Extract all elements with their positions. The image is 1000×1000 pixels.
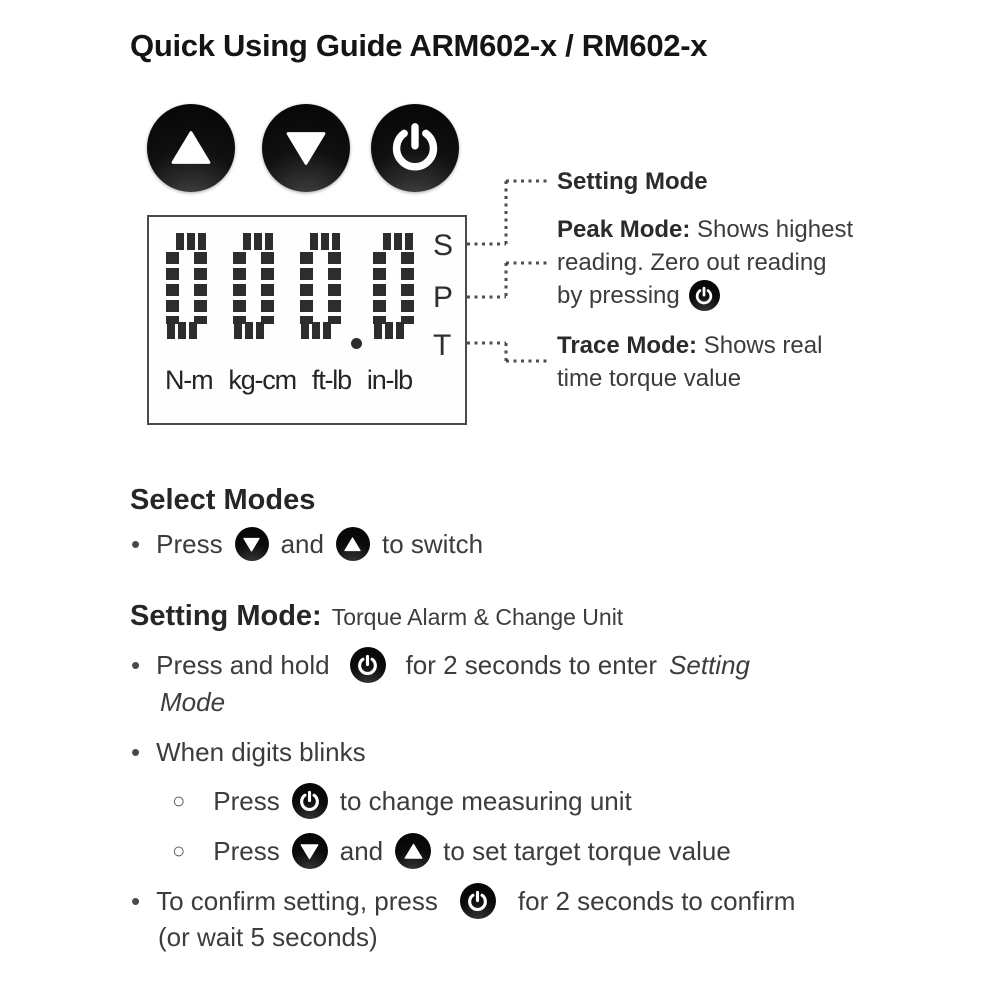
power-icon [689, 280, 720, 311]
power-icon [350, 647, 386, 683]
up-arrow-icon [336, 527, 370, 561]
lcd-digit-zero [163, 233, 210, 339]
up-arrow-icon [166, 123, 216, 173]
power-icon [292, 783, 328, 819]
lcd-digits [163, 233, 417, 339]
up-arrow-icon [395, 833, 431, 869]
hold-bullet-line2: Mode [160, 687, 226, 717]
trace-mode-note [557, 329, 822, 395]
lcd-digit-zero [230, 233, 277, 339]
mode-letter-t: T [433, 329, 452, 362]
page-title: Quick Using Guide ARM602-x / RM602-x [130, 28, 708, 63]
peak-mode-line3: by pressing [557, 279, 853, 312]
subbullet-marker: ○ [172, 838, 186, 863]
confirm-bullet-line2: (or wait 5 seconds) [158, 922, 378, 952]
bullet-marker: • [131, 649, 141, 680]
power-icon [388, 121, 442, 175]
peak-mode-line1: Peak Mode: Shows highest [557, 216, 854, 243]
hold-power-bullet: • Press and hold for 2 seconds to enter Setting [131, 647, 750, 683]
down-arrow-icon [292, 833, 328, 869]
bullet-marker: • [131, 528, 141, 559]
trace-mode-line1: Trace Mode: Shows real [557, 332, 823, 359]
lcd-decimal-point [351, 338, 362, 349]
setting-mode-heading: Setting Mode: Torque Alarm & Change Unit [130, 600, 624, 632]
digits-blink-bullet: • When digits blinks [131, 737, 366, 767]
change-unit-subbullet: ○ Press to change measuring unit [172, 783, 632, 819]
peak-mode-line2: reading. Zero out reading [557, 249, 827, 276]
mode-letter-p: P [433, 281, 454, 314]
lcd-digit-zero [370, 233, 417, 339]
trace-mode-line2: time torque value [557, 365, 742, 392]
lcd-display [147, 215, 467, 425]
peak-mode-note [557, 213, 853, 312]
lcd-units-row [165, 365, 412, 396]
unit-label: ft-lb [311, 365, 351, 395]
subbullet-marker: ○ [172, 788, 186, 813]
select-modes-bullet: • Press and to switch [131, 527, 483, 561]
lcd-digit-zero [297, 233, 344, 339]
mode-letter-s: S [433, 229, 454, 262]
unit-label: N-m [165, 365, 213, 395]
down-arrow-icon [281, 123, 331, 173]
unit-label: kg-cm [228, 365, 296, 395]
down-arrow-button [262, 104, 350, 192]
up-arrow-button [147, 104, 235, 192]
power-button [371, 104, 459, 192]
bullet-marker: • [131, 737, 141, 767]
down-arrow-icon [235, 527, 269, 561]
select-modes-heading: Select Modes [130, 484, 316, 516]
unit-label: in-lb [366, 365, 412, 395]
bullet-marker: • [131, 885, 141, 916]
power-icon [460, 883, 496, 919]
confirm-setting-bullet: • To confirm setting, press for 2 seconds to confirm [131, 883, 795, 919]
setting-mode-label: Setting Mode [557, 168, 708, 195]
set-target-subbullet: ○ Press and to set target torque value [172, 833, 731, 869]
